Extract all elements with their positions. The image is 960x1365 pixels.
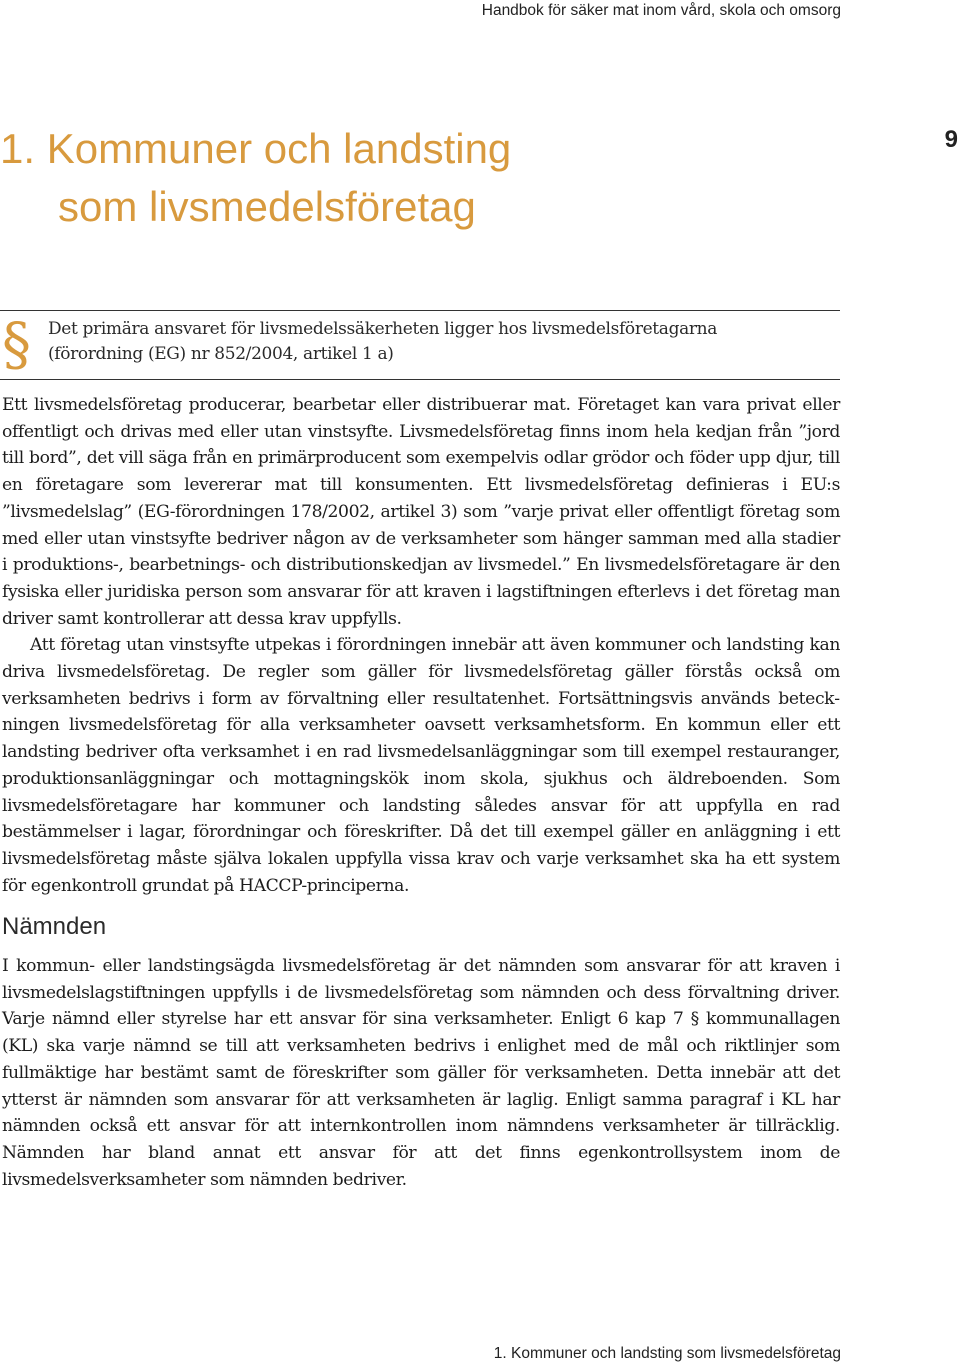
section-body bbox=[2, 953, 840, 1193]
law-reference-line-1: Det primära ansvaret för livsmedelssäkerheten ligger hos livsmedelsföretagarna bbox=[48, 319, 718, 339]
section-sign-icon: § bbox=[2, 310, 31, 378]
chapter-title bbox=[0, 120, 840, 236]
section-paragraph: I kommun- eller landstingsägda livsmedelsföretag är det nämnden som ansvarar för att kraven i livsmedelslagstiftningen uppfylls i de livsmedelsföretag som nämnden och dess förvaltning driver. Varje nämnd eller styrelse har ett ansvar för sina verksamheter. Enligt 6 kap 7 § kommunallagen (KL) ska varje nämnd se till att verksamheten bedrivs i enlighet med de mål och riktlinjer som fullmäktige har bestämt samt de föreskrifter som gäller för verksamheten. Detta innebär att det ytterst är nämnden som ansvarar för att verksamheten är laglig. Enligt samma paragraf i KL har nämnden också ett ansvar för att internkontrollen inom nämndens verksamheter är tillräcklig. Nämnden har bland annat ett ansvar för att det finns egenkontrollsystem inom de livsmedelsverksamheter som nämnden bedriver. bbox=[2, 956, 840, 1190]
law-reference-text bbox=[48, 317, 838, 367]
page-number: 9 bbox=[944, 126, 958, 153]
body-paragraph-2: Att företag utan vinstsyfte utpekas i förordningen innebär att även kommuner och landsting kan driva livsmedelsföretag. De regler som gäller för livsmedelsföretag gäller förstås också om verksamheten bedrivs i form av förvaltning eller resultatenhet. Fortsättningsvis används beteckningen livsmedelsföretag för alla verksamheter oavsett verksamhetsform. En kommun eller ett landsting bedriver ofta verksamhet i en rad livsmedelsanläggningar som till exempel restauranger, produktionsanläggningar och mottagningskök inom skola, sjukhus och äldreboenden. Som livsmedelsföretagare har kommuner och landsting således ansvar för att uppfylla en rad bestämmelser i lagar, förordningar och föreskrifter. Då det till exempel gäller en anläggning i ett livsmedelsföretag måste själva lokalen uppfylla vissa krav och varje verksamhet ska ha ett system för egenkontroll grundat på HACCP-principerna. bbox=[2, 635, 840, 896]
chapter-title-line-2: som livsmedelsföretag bbox=[58, 183, 476, 230]
body-text bbox=[2, 392, 840, 899]
running-footer: 1. Kommuner och landsting som livsmedelsföretag bbox=[493, 1345, 841, 1362]
law-reference-box bbox=[0, 310, 840, 380]
running-header: Handbok för säker mat inom vård, skola och omsorg bbox=[481, 2, 841, 19]
body-paragraph-1: Ett livsmedelsföretag producerar, bearbetar eller distribuerar mat. Företaget kan vara privat eller offentligt och drivas med eller utan vinstsyfte. Livsmedelsföretag finns inom hela kedjan från ”jord till bord”, det vill säga från en primärproducent som exempelvis odlar grödor och föder upp djur, till en företagare som levererar mat till konsumenten. Ett livsmedelsföretag definieras i EU:s ”livsmedelslag” (EG-förordningen 178/2002, artikel 3) som ”varje privat eller offentligt företag som med eller utan vinstsyfte bedriver någon av de verksamheter som hänger samman med alla stadier i produktions-, bearbetnings- och distributionskedjan av livsmedel.” En livsmedelsföretagare är den fysiska eller juridiska person som ansvarar för att kraven i lagstiftningen efterlevs i det företag man driver samt kontrollerar att dessa krav uppfylls. bbox=[2, 395, 840, 629]
chapter-title-line-1: 1. Kommuner och landsting bbox=[0, 125, 512, 172]
section-heading: Nämnden bbox=[2, 913, 107, 940]
law-reference-line-2: (förordning (EG) nr 852/2004, artikel 1 a) bbox=[48, 344, 394, 364]
